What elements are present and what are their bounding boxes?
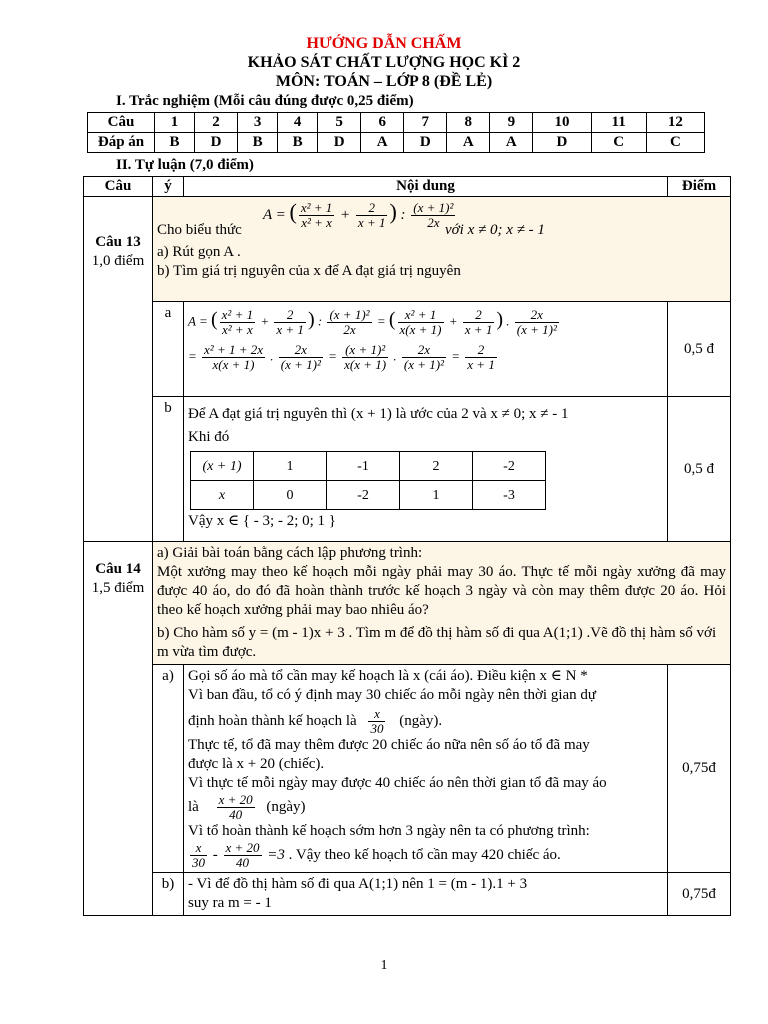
q14-b-label: b) [153, 873, 184, 916]
q13-b-conclusion: Vậy x ∈ { - 3; - 2; 0; 1 } [188, 513, 336, 529]
value-table-cell: -1 [327, 452, 400, 481]
q14-a-line7: là $\frac{x + 20}{40}$ (ngày) [188, 792, 306, 822]
question-number: 6 [361, 113, 404, 133]
q13-b-line1: Để A đạt giá trị nguyên thì (x + 1) là ước của 2 và x ≠ 0; x ≠ - 1 [188, 406, 569, 422]
value-table-cell: -2 [327, 481, 400, 510]
answer-cell: D [533, 133, 591, 153]
answer-cell: A [490, 133, 533, 153]
header-y: ý [153, 177, 184, 197]
q13-statement [153, 197, 731, 302]
q14-label: Câu 14 [95, 561, 141, 577]
question-number: 1 [155, 113, 195, 133]
q13-part-b: b) Tìm giá trị nguyên của x để A đạt giá trị nguyên [157, 263, 461, 279]
question-number: 10 [533, 113, 591, 133]
q13-value-table [190, 451, 546, 510]
q13-b-label: b [153, 397, 184, 542]
answer-cell: B [155, 133, 195, 153]
value-table-cell: 1 [254, 452, 327, 481]
q14-a-points: 0,75đ [668, 665, 731, 873]
fraction-x-over-30: $\frac{x}{30}$ [370, 706, 384, 736]
question-number: 11 [591, 113, 646, 133]
q14-points: 1,5 điểm [91, 580, 145, 596]
answer-key-table [87, 112, 705, 153]
answer-cell: A [361, 133, 404, 153]
q14-a-line8: Vì tổ hoàn thành kế hoạch sớm hơn 3 ngày nên ta có phương trình: [188, 823, 590, 839]
q14-statement [153, 542, 731, 665]
question-number: 8 [447, 113, 490, 133]
essay-grading-table [83, 176, 731, 916]
q13-condition: với x ≠ 0; x ≠ - 1 [445, 222, 545, 238]
q14-part-a-problem: Một xưởng may theo kế hoạch mỗi ngày phải may 30 áo. Thực tế mỗi ngày xưởng đã may được 40 áo, do đó đã hoàn thành trước kế hoạch 3 ngày và còn may thêm được 20 áo. Hỏi theo kế hoạch xưởng phải may bao nhiêu áo? [157, 564, 726, 618]
q14-a-line1: Gọi số áo mà tổ cần may kế hoạch là x (cái áo). Điều kiện x ∈ N * [188, 668, 588, 684]
q14-b-points: 0,75đ [668, 873, 731, 916]
q13-a-step1: A = ( $\frac{\text{x² + 1}}{\text{x² + x}}$ + $\frac{2}{x + 1}$ ) : $\frac{\text{(x + 1)²}}{2x}$ = ( $\frac{\text{x² + 1}}{x(x + 1)}$ + $\frac{2}{x + 1}$ ) . $\frac{2x}{\text{(x + 1)²}}$ [188, 307, 557, 337]
question-number: 7 [404, 113, 447, 133]
answer-key-row-label: Đáp án [88, 133, 155, 153]
q13-b-solution [184, 397, 668, 542]
q13-cell [84, 197, 153, 542]
q13-formula: A = ( $\frac{\text{x² + 1}}{\text{x² + x}}$ + $\frac{2}{x + 1}$ ) : $\frac{\text{(x + 1)²}}{2x}$ [263, 198, 454, 230]
q14-a-line3: định hoàn thành kế hoạch là $\frac{x}{30}$ (ngày). [188, 706, 443, 736]
value-table-cell: 0 [254, 481, 327, 510]
answer-cell: C [646, 133, 704, 153]
q13-b-line2: Khi đó [188, 429, 230, 445]
q14-a-line4: Thực tế, tổ đã may thêm được 20 chiếc áo nữa nên số áo tổ đã may [188, 737, 590, 753]
question-number: 12 [646, 113, 704, 133]
q14-part-a-title: a) Giải bài toán bằng cách lập phương trình: [157, 545, 423, 561]
title-exam: KHẢO SÁT CHẤT LƯỢNG HỌC KÌ 2 [247, 54, 521, 71]
q14-cell [84, 542, 153, 916]
q14-a-solution [184, 665, 668, 873]
q14-a-line9: $\frac{x}{30}$ - $\frac{x + 20}{40}$ =3 . Vậy theo kế hoạch tổ cần may 420 chiếc áo. [192, 840, 561, 870]
essay-table-header [84, 177, 731, 197]
q14-a-line5: được là x + 20 (chiếc). [188, 756, 325, 772]
title-guide: HƯỚNG DẪN CHẤM [306, 35, 462, 52]
value-table-cell: -2 [473, 452, 546, 481]
answer-cell: D [195, 133, 238, 153]
q13-part-a: a) Rút gọn A . [157, 244, 241, 260]
value-table-cell: -3 [473, 481, 546, 510]
title-subject: MÔN: TOÁN – LỚP 8 (ĐỀ LẺ) [275, 73, 493, 90]
value-table-header-x: x [191, 481, 254, 510]
q13-intro: Cho biểu thức [157, 222, 242, 238]
header-diem: Điểm [668, 177, 731, 197]
q14-a-line6: Vì thực tế mỗi ngày may được 40 chiếc áo nên thời gian tổ đã may áo [188, 775, 607, 791]
answer-key-row-label: Câu [88, 113, 155, 133]
q14-a-line2: Vì ban đầu, tổ có ý định may 30 chiếc áo mỗi ngày nên thời gian dự [188, 687, 597, 703]
fraction-x-over-30: $\frac{x}{30}$ [192, 840, 205, 870]
q13-a-step2: = $\frac{\text{x² + 1 + 2x}}{x(x + 1)}$ . $\frac{2x}{\text{(x + 1)²}}$ = $\frac{\text{(x + 1)²}}{x(x + 1)}$ . $\frac{2x}{\text{(x + 1)²}}$ = $\frac{2}{x + 1}$ [188, 342, 495, 372]
question-number: 3 [238, 113, 278, 133]
q13-a-label: a [153, 302, 184, 397]
answer-cell: B [278, 133, 318, 153]
answer-cell: D [404, 133, 447, 153]
q14-b-solution [184, 873, 668, 916]
value-table-header-x1: (x + 1) [191, 452, 254, 481]
answer-cell: A [447, 133, 490, 153]
answer-cell: C [591, 133, 646, 153]
q14-b-line2: suy ra m = - 1 [188, 895, 272, 911]
section-essay: II. Tự luận (7,0 điểm) [116, 157, 254, 173]
q13-expression-row [157, 199, 726, 243]
question-number: 4 [278, 113, 318, 133]
answer-cell: D [318, 133, 361, 153]
q13-b-points: 0,5 đ [668, 397, 731, 542]
document-header [0, 34, 768, 91]
q13-points: 1,0 điểm [91, 253, 145, 269]
question-number: 9 [490, 113, 533, 133]
question-number: 5 [318, 113, 361, 133]
q14-a-label: a) [153, 665, 184, 873]
value-table-cell: 2 [400, 452, 473, 481]
header-cau: Câu [84, 177, 153, 197]
q14-b-line1: - Vì để đồ thị hàm số đi qua A(1;1) nên 1 = (m - 1).1 + 3 [188, 876, 528, 892]
section-multiple-choice: I. Trắc nghiệm (Mỗi câu đúng được 0,25 điểm) [116, 93, 414, 109]
header-noidung: Nội dung [184, 177, 668, 197]
question-number: 2 [195, 113, 238, 133]
q13-a-points: 0,5 đ [668, 302, 731, 397]
answer-cell: B [238, 133, 278, 153]
q13-label: Câu 13 [95, 234, 141, 250]
q14-part-b: b) Cho hàm số y = (m - 1)x + 3 . Tìm m để đồ thị hàm số đi qua A(1;1) .Vẽ đồ thị hàm số với m vừa tìm được. [157, 625, 717, 660]
q13-a-solution [184, 302, 668, 397]
value-table-cell: 1 [400, 481, 473, 510]
page-number: 1 [380, 958, 388, 973]
fraction-x20-over-40: $\frac{x + 20}{40}$ [225, 840, 260, 870]
fraction-x20-over-40: $\frac{x + 20}{40}$ [218, 792, 253, 822]
